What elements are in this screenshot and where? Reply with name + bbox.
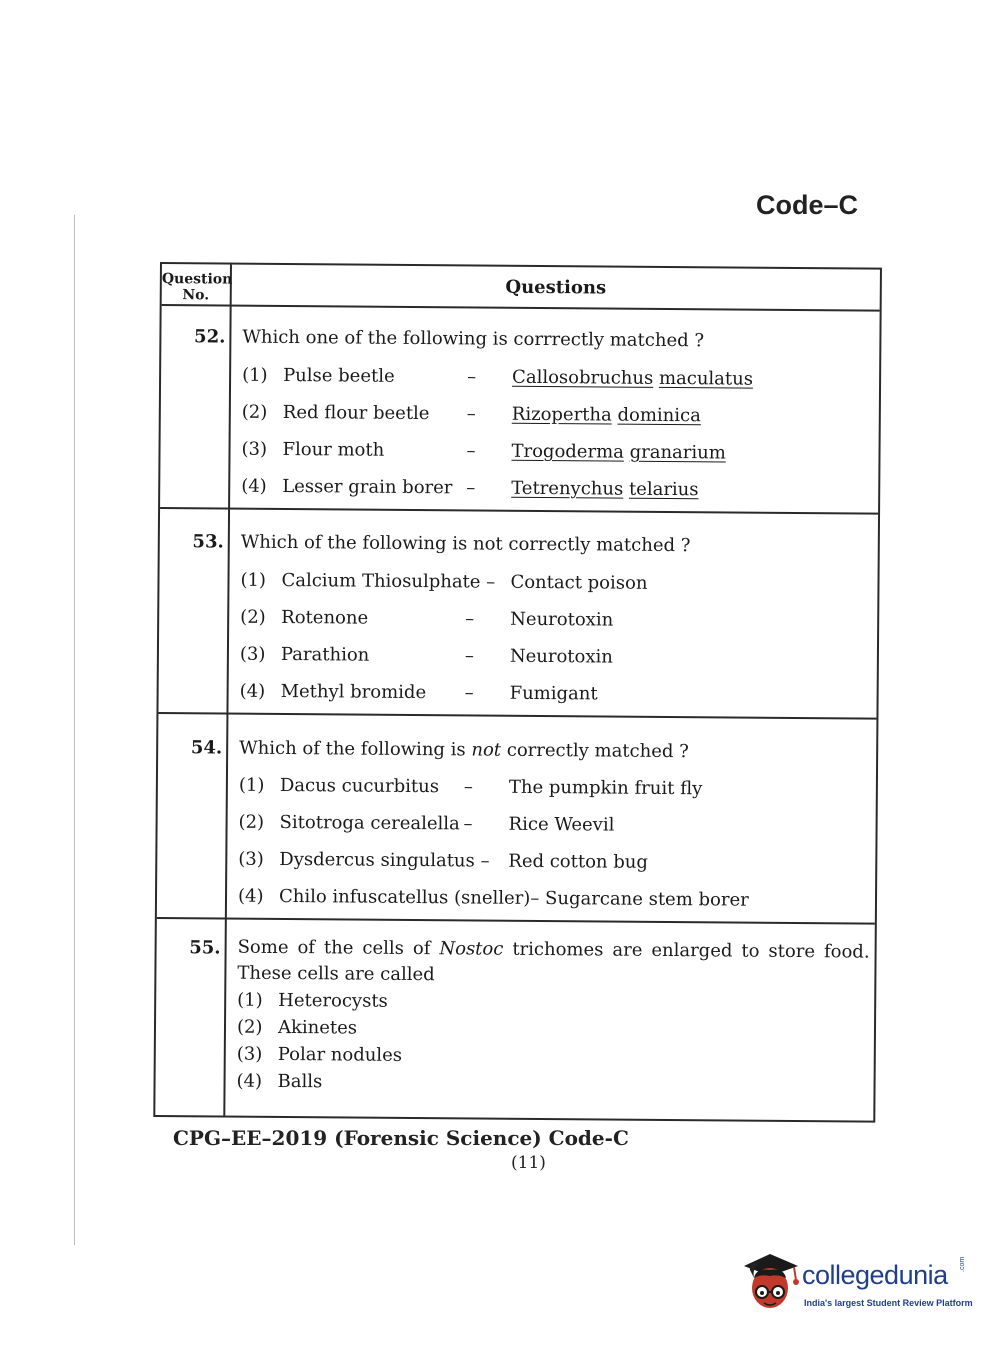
page-number-text: (11) — [511, 1153, 546, 1173]
option-number: (1) — [240, 569, 267, 591]
option-label: Rotenone — [281, 606, 369, 629]
genus-name: Trogoderma — [511, 440, 624, 463]
question-number: 54. — [190, 737, 223, 759]
option-label: Sitotroga cerealella — [279, 811, 460, 835]
species-name: granarium — [629, 441, 726, 464]
option-row — [159, 680, 877, 705]
option-label: Pulse beetle — [283, 364, 395, 387]
option-number: (3) — [241, 438, 268, 460]
option-label: Red flour beetle — [282, 401, 430, 425]
option-number: (4) — [236, 1070, 263, 1092]
question-text — [239, 738, 689, 763]
option-row — [160, 569, 878, 594]
option-number: (2) — [236, 1016, 263, 1038]
option-dash: – — [466, 440, 476, 462]
option-dash: – — [464, 682, 474, 704]
option-label: Dacus cucurbitus — [279, 774, 440, 798]
option-value — [511, 441, 726, 464]
genus-name: Callosobruchus — [512, 366, 654, 389]
brand-domain: .com — [959, 1256, 966, 1272]
option-dash: – — [463, 813, 473, 835]
row-divider — [160, 507, 878, 515]
footer-code: CPG–EE–2019 (Forensic Science) Code-C — [173, 1126, 629, 1150]
option-dash: – — [466, 477, 476, 499]
code-header: Code–C — [756, 190, 859, 220]
option-row — [158, 774, 876, 800]
option-label: Methyl bromide — [280, 680, 427, 704]
row-divider — [157, 917, 875, 925]
genus-name: Rizopertha — [511, 403, 612, 426]
option-value: Rice Weevil — [508, 813, 615, 836]
option-value: Contact poison — [510, 571, 648, 594]
option-number: (2) — [240, 606, 266, 628]
option-value — [512, 404, 701, 426]
option-number: (1) — [237, 989, 263, 1011]
option-number: (3) — [238, 848, 264, 870]
option-label: Dysdercus singulatus – — [279, 848, 490, 872]
question-number: 53. — [192, 531, 224, 553]
option-label: Heterocysts — [278, 989, 388, 1012]
option-value: Red cotton bug — [508, 850, 649, 873]
option-number: (4) — [237, 885, 264, 907]
option-label: Lesser grain borer — [282, 475, 453, 499]
option-label: Flour moth — [282, 438, 385, 461]
option-dash: – — [463, 776, 473, 798]
option-value: Neurotoxin — [509, 645, 614, 668]
option-row — [159, 643, 877, 668]
question-text-part: correctly matched ? — [501, 739, 689, 763]
question-text-emphasis: Nostoc — [439, 938, 504, 960]
page-binder-line — [74, 215, 75, 1245]
option-label: Parathion — [280, 643, 370, 666]
question-text-part: Some of the cells of — [237, 936, 440, 960]
genus-name: Tetrenychus — [511, 477, 624, 500]
option-number: (2) — [241, 401, 268, 423]
row-divider — [158, 712, 876, 720]
option-dash: – — [465, 608, 475, 630]
option-number: (2) — [238, 811, 265, 833]
option-number: (4) — [241, 475, 267, 497]
page-number — [0, 1153, 1001, 1173]
option-number: (1) — [238, 774, 265, 796]
mascot-icon — [740, 1248, 802, 1312]
option-row — [160, 475, 878, 501]
brand-tagline: India's largest Student Review Platform — [804, 1298, 973, 1308]
species-name: telarius — [628, 478, 699, 501]
option-dash: – — [466, 403, 476, 425]
option-row — [161, 364, 879, 390]
question-text: Which of the following is not correctly matched ? — [240, 531, 691, 557]
option-value: Neurotoxin — [510, 608, 614, 631]
question-number: 55. — [189, 937, 221, 959]
option-value: Fumigant — [509, 682, 598, 705]
option-row — [156, 1070, 874, 1093]
option-row — [157, 885, 875, 911]
option-number: (4) — [239, 680, 266, 702]
question-number: 52. — [194, 326, 226, 348]
column-divider — [223, 265, 232, 1116]
brand-name: collegedunia — [802, 1260, 948, 1290]
option-label: Calcium Thiosulphate – — [281, 569, 496, 593]
question-text-part: trichomes are enlarged to store food. These cells are called — [237, 938, 870, 986]
option-label: Polar nodules — [277, 1043, 403, 1066]
header-question-no: Question No. — [161, 271, 233, 304]
option-row — [156, 1043, 874, 1066]
option-row — [158, 811, 876, 836]
option-label: Balls — [277, 1070, 323, 1093]
option-dash: – — [464, 645, 474, 667]
table-header — [162, 264, 880, 312]
collegedunia-logo — [740, 1248, 973, 1318]
option-value — [511, 478, 699, 500]
question-text — [237, 935, 869, 992]
option-label: Akinetes — [277, 1016, 358, 1039]
header-questions: Questions — [505, 276, 607, 299]
option-dash: – — [467, 366, 477, 388]
question-text: Which one of the following is corrrectly matched ? — [242, 326, 705, 352]
option-row — [156, 1016, 874, 1039]
option-number: (1) — [242, 364, 268, 386]
question-text-part: Which of the following is — [239, 737, 472, 761]
species-name: maculatus — [658, 367, 754, 390]
species-name: dominica — [617, 404, 701, 427]
option-value — [512, 367, 753, 390]
option-label: Chilo infuscatellus (sneller)– Sugarcane stem borer — [278, 885, 749, 911]
option-row — [159, 606, 877, 631]
option-number: (3) — [239, 643, 266, 665]
option-row — [161, 438, 879, 464]
option-number: (3) — [236, 1043, 263, 1065]
option-value: The pumpkin fruit fly — [508, 776, 703, 800]
question-text-emphasis: not — [471, 739, 502, 761]
question-table — [153, 262, 882, 1123]
option-row — [157, 848, 875, 873]
option-row — [161, 401, 879, 427]
